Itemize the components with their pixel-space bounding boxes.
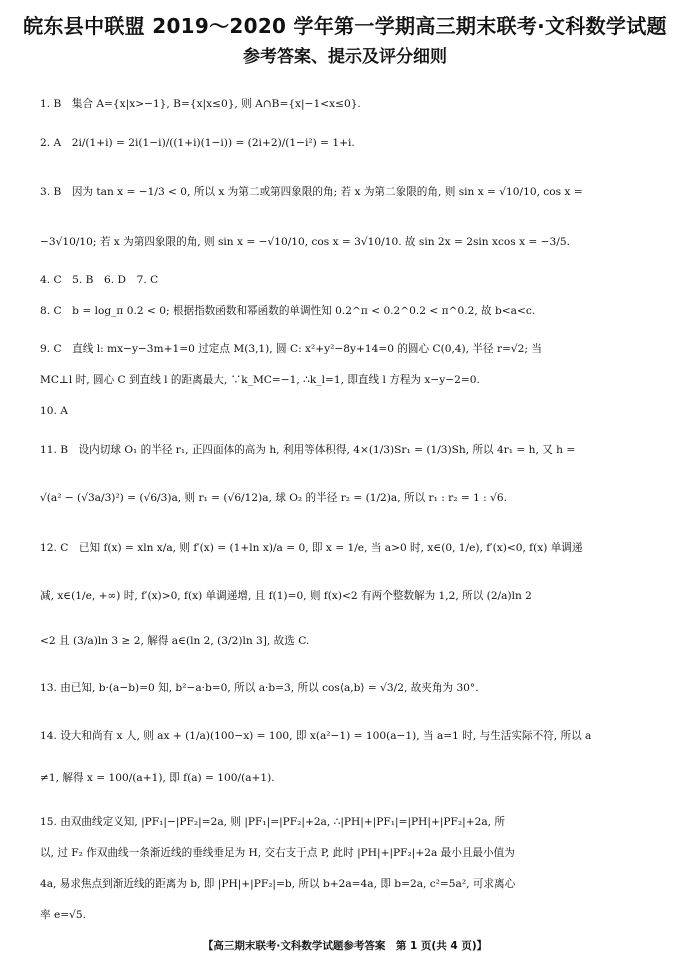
answer-9-line-1: 9. C 直线 l: mx−y−3m+1=0 过定点 M(3,1), 圆 C: x²+y²−8y+14=0 的圆心 C(0,4), 半径 r=√2; 当 [40,343,542,355]
answer-11-line-2: √(a² − (√3a/3)²) = (√6/3)a, 则 r₁ = (√6/12)a, 球 O₂ 的半径 r₂ = (1/2)a, 所以 r₁ : r₂ = 1 : √6. [40,492,507,504]
page-title: 皖东县中联盟 2019～2020 学年第一学期高三期末联考·文科数学试题 [23,14,667,38]
answer-3-line-1: 3. B 因为 tan x = −1/3 < 0, 所以 x 为第二或第四象限的角; 若 x 为第二象限的角, 则 sin x = √10/10, cos x = [40,186,583,198]
answer-1: 1. B 集合 A={x|x>−1}, B={x|x≤0}, 则 A∩B={x|−1<x≤0}. [40,98,361,110]
answer-9-line-2: MC⊥l 时, 圆心 C 到直线 l 的距离最大, ∵k_MC=−1, ∴k_l=1, 即直线 l 方程为 x−y−2=0. [40,374,480,386]
answer-10: 10. A [40,405,68,417]
answer-12-line-3: <2 且 (3/a)ln 3 ≥ 2, 解得 a∈(ln 2, (3/2)ln 3], 故选 C. [40,635,310,647]
answer-8: 8. C b = log_π 0.2 < 0; 根据指数函数和幂函数的单调性知 0.2^π < 0.2^0.2 < π^0.2, 故 b<a<c. [40,305,536,317]
answer-13: 13. 由已知, b·(a−b)=0 知, b²−a·b=0, 所以 a·b=3, 所以 cos⟨a,b⟩ = √3/2, 故夹角为 30°. [40,682,479,694]
answer-15-line-4: 率 e=√5. [40,909,86,921]
answer-15-line-2: 以, 过 F₂ 作双曲线一条渐近线的垂线垂足为 H, 交右支于点 P, 此时 |PH|+|PF₂|+2a 最小且最小值为 [40,847,515,859]
page-footer: 【高三期末联考·文科数学试题参考答案 第 1 页(共 4 页)】 [202,940,488,952]
answer-15-line-1: 15. 由双曲线定义知, |PF₁|−|PF₂|=2a, 则 |PF₁|=|PF₂|+2a, ∴|PH|+|PF₁|=|PH|+|PF₂|+2a, 所 [40,816,505,828]
answer-14-line-1: 14. 设大和尚有 x 人, 则 ax + (1/a)(100−x) = 100, 即 x(a²−1) = 100(a−1), 当 a=1 时, 与生活实际不符, 所以 a [40,730,592,742]
answer-14-line-2: ≠1, 解得 x = 100/(a+1), 即 f(a) = 100/(a+1). [40,772,275,784]
page-subtitle: 参考答案、提示及评分细则 [243,47,447,67]
answer-12-line-1: 12. C 已知 f(x) = xln x/a, 则 f′(x) = (1+ln x)/a = 0, 即 x = 1/e, 当 a>0 时, x∈(0, 1/e), f′(x)<0, f(x) 单调递 [40,542,583,554]
answer-11-line-1: 11. B 设内切球 O₁ 的半径 r₁, 正四面体的高为 h, 利用等体积得, 4×(1/3)Sr₁ = (1/3)Sh, 所以 4r₁ = h, 又 h = [40,444,576,456]
answer-4-7: 4. C 5. B 6. D 7. C [40,274,159,286]
answer-12-line-2: 减, x∈(1/e, +∞) 时, f′(x)>0, f(x) 单调递增, 且 f(1)=0, 则 f(x)<2 有两个整数解为 1,2, 所以 (2/a)ln 2 [40,590,532,602]
answer-2: 2. A 2i/(1+i) = 2i(1−i)/((1+i)(1−i)) = (2i+2)/(1−i²) = 1+i. [40,137,355,149]
answer-3-line-2: −3√10/10; 若 x 为第四象限的角, 则 sin x = −√10/10, cos x = 3√10/10. 故 sin 2x = 2sin xcos x = −3/5. [40,236,570,248]
answer-15-line-3: 4a, 易求焦点到渐近线的距离为 b, 即 |PH|+|PF₂|=b, 所以 b+2a=4a, 即 b=2a, c²=5a², 可求离心 [40,878,516,890]
